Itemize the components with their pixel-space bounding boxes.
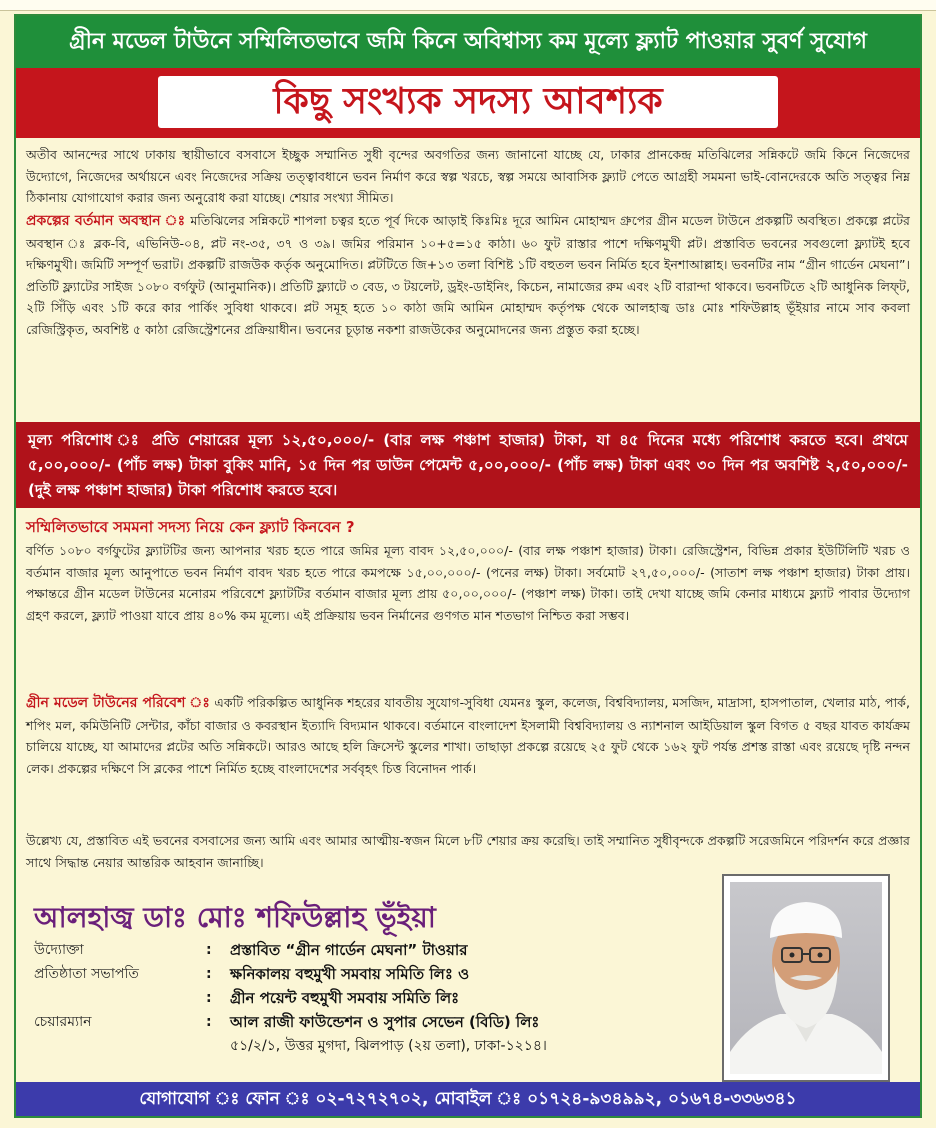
payment-text: মূল্য পরিশোধ ঃ প্রতি শেয়ারের মূল্য ১২,৫০,০০০/- (বার লক্ষ পঞ্চাশ হাজার) টাকা, যা ৪৫ দিনের মধ্যে পরিশোধ করতে হবে। প্রথমে ৫,০০,০০০/- (পাঁচ লক্ষ) টাকা বুকিং মানি, ১৫ দিন পর ডাউন পেমেন্ট ৫,০০,০০০/- (পাঁচ লক্ষ) টাকা এবং ৩০ দিন পর অবশিষ্ট ২,৫০,০০০/- (দুই লক্ষ পঞ্চাশ হাজার) টাকা পরিশোধ করতে হবে। <box>28 431 908 499</box>
role-colon: : <box>206 990 212 1006</box>
role-label: প্রতিষ্ঠাতা সভাপতি <box>34 966 139 982</box>
location-heading: প্রকল্পের বর্তমান অবস্থান ঃ <box>26 213 186 229</box>
intro-paragraph: অতীব আনন্দের সাথে ঢাকায় স্থায়ীভাবে বসবাসে ইচ্ছুক সম্মানিত সুধী বৃন্দের অবগতির জন্য জানানো যাচ্ছে যে, ঢাকার প্রানকেন্দ্র মতিঝিলের সন্নিকটে জমি কিনে নিজেদের উদ্যোগে, নিজেদের অর্থায়নে এবং নিজেদের সক্রিয় তত্ত্বাবধানে ভবন নির্মাণ করে স্বল্প খরচে, স্বল্প সময়ে আবাসিক ফ্ল্যাট পেতে আগ্রহী সমমনা ভাই-বোনদেরকে অতি সত্ত্বর নিম্ন ঠিকানায় যোগাযোগ করার জন্য অনুরোধ করা যাচ্ছে। শেয়ার সংখ্যা সীমিত। <box>26 147 910 205</box>
role-colon: : <box>206 1014 212 1030</box>
address-text: ৫১/২/১, উত্তর মুগদা, ঝিলপাড় (২য় তলা), ঢাকা-১২১৪। <box>230 1038 547 1054</box>
role-value: আল রাজী ফাউন্ডেশন ও সুপার সেভেন (বিডি) লিঃ <box>230 1013 540 1031</box>
environment-heading: গ্রীন মডেল টাউনের পরিবেশ ঃ <box>26 695 211 711</box>
why-paragraph: বর্ণিত ১০৮০ বর্গফুটের ফ্ল্যাটটির জন্য আপনার খরচ হতে পারে জমির মূল্য বাবদ ১২,৫০,০০০/- (বার লক্ষ পঞ্চাশ হাজার) টাকা। রেজিস্ট্রেশন, বিভিন্ন প্রকার ইউটিলিটি খরচ ও বর্তমান বাজার মূল্য আনুপাতে ভবন নির্মাণ বাবদ খরচ হতে পারে কমপক্ষে ১৫,০০,০০০/- (পনের লক্ষ) টাকা। সর্বমোট ২৭,৫০,০০০/- (সাতাশ লক্ষ পঞ্চাশ হাজার) টাকা প্রায়। পক্ষান্তরে গ্রীন মডেল টাউনের মনোরম পরিবেশে ফ্ল্যাটটির বর্তমান বাজার মূল্য প্রায় ৫০,০০,০০০/- (পঞ্চাশ লক্ষ) টাকা। তাই দেখা যাচ্ছে জমি কেনার মাধ্যমে ফ্ল্যাট পাবার উদ্যোগ গ্রহণ করলে, ফ্ল্যাট পাওয়া যাবে প্রায় ৪০% কম মূল্যে। এই প্রক্রিয়ায় ভবন নির্মানের গুণগত মান শতভাগ নিশ্চিত করা সম্ভব। <box>26 543 910 623</box>
location-paragraph <box>26 210 910 340</box>
payment-band <box>16 422 920 508</box>
note-paragraph: উল্লেখ্য যে, প্রস্তাবিত এই ভবনের বসবাসের জন্য আমি এবং আমার আত্মীয়-স্বজন মিলে ৮টি শেয়ার ক্রয় করেছি। তাই সম্মানিত সুধীবৃন্দকে প্রকল্পটি সরেজমিনে পরিদর্শন করে প্রজ্ঞার সাথে সিদ্ধান্ত নেয়ার আন্তরিক আহবান জানাচ্ছি। <box>26 833 910 870</box>
role-value: ক্ষনিকালয় বহুমুখী সমবায় সমিতি লিঃ ও <box>230 965 470 983</box>
environment-paragraph <box>26 692 910 779</box>
portrait-photo <box>730 882 882 1074</box>
headline-banner: গ্রীন মডেল টাউনে সম্মিলিতভাবে জমি কিনে অবিশ্বাস্য কম মূল্যে ফ্ল্যাট পাওয়ার সুবর্ণ সুযোগ <box>16 16 920 68</box>
signatory-name: আলহাজ্ব ডাঃ মোঃ শফিউল্লাহ ভূঁইয়া <box>34 901 436 934</box>
advertisement <box>14 14 922 1118</box>
role-label: চেয়ারম্যান <box>34 1014 92 1030</box>
role-value: গ্রীন পয়েন্ট বহুমুখী সমবায় সমিতি লিঃ <box>230 989 460 1007</box>
title-band <box>16 68 920 138</box>
page-title: কিছু সংখ্যক সদস্য আবশ্যক <box>158 76 778 128</box>
environment-text: একটি পরিকল্পিত আধুনিক শহরের যাবতীয় সুযোগ-সুবিধা যেমনঃ স্কুল, কলেজ, বিশ্ববিদ্যালয়, মসজিদ, মাদ্রাসা, হাসপাতাল, খেলার মাঠ, পার্ক, শপিং মল, কমিউনিটি সেন্টার, কাঁচা বাজার ও কবরস্থান ইত্যাদি বিদ্যমান থাকবে। বর্তমানে বাংলাদেশ ইসলামী বিশ্ববিদ্যালয় ও ন্যাশনাল আইডিয়াল স্কুল বিগত ৫ বছর যাবত কার্যক্রম চালিয়ে যাচ্ছে, যা আমাদের প্লটের অতি সন্নিকটে। আরও আছে হলি ক্রিসেন্ট স্কুলের শাখা। তাছাড়া প্রকল্পে রয়েছে ২৫ ফুট থেকে ১৬২ ফুট পর্যন্ত প্রশস্ত রাস্তা এবং রয়েছে দৃষ্টি নন্দন লেক। প্রকল্পের দক্ষিণে সি ব্লকের পাশে নির্মিত হচ্ছে বাংলাদেশের সর্ববৃহৎ চিত্ত বিনোদন পার্ক। <box>26 695 910 776</box>
location-text: মতিঝিলের সন্নিকটে শাপলা চত্বর হতে পূর্ব দিকে আড়াই কিঃমিঃ দূরে আমিন মোহাম্মদ গ্রুপের গ্রীন মডেল টাউনে প্রকল্পটি অবস্থিত। প্রকল্পে প্লটের অবস্থান ঃ ব্লক-বি, এভিনিউ-০৪, প্লট নং-৩৫, ৩৭ ও ৩৯। জমির পরিমান ১০+৫=১৫ কাঠা। ৬০ ফুট রাস্তার পাশে দক্ষিণমুখী প্লট। প্রস্তাবিত ভবনের সবগুলো ফ্ল্যাটই হবে দক্ষিণমুখী। জমিটি সম্পূর্ণ ভরাট। প্রকল্পটি রাজউক কর্তৃক অনুমোদিত। প্লটটিতে জি+১৩ তলা বিশিষ্ট ১টি বহুতল ভবন নির্মিত হবে ইনশাআল্লাহ। ভবনটির নাম “গ্রীন গার্ডেন মেঘনা”। প্রতিটি ফ্ল্যাটের সাইজ ১০৮০ বর্গফুট (আনুমানিক)। প্রতিটি ফ্ল্যাটে ৩ বেড, ৩ টয়লেট, ড্রইং-ডাইনিং, কিচেন, নামাজের রুম এবং ২টি বারান্দা থাকবে। ভবনটিতে ২টি আধুনিক লিফ্‌ট, ২টি সিঁড়ি এবং ১টি করে কার পার্কিং সুবিধা থাকবে। প্লট সমূহ হতে ১০ কাঠা জমি আমিন মোহাম্মদ কর্তৃপক্ষ থেকে আলহাজ্ব ডাঃ মোঃ শফিউল্লাহ ভূঁইয়ার নামে সাব কবলা রেজিস্ট্রিকৃত, অবশিষ্ট ৫ কাঠা রেজিস্ট্রেশনের প্রক্রিয়াধীন। ভবনের চূড়ান্ত নকশা রাজউকের অনুমোদনের জন্য প্রস্তুত করা হচ্ছে। <box>26 213 910 337</box>
role-value: প্রস্তাবিত “গ্রীন গার্ডেন মেঘনা” টাওয়ার <box>230 941 468 959</box>
role-colon: : <box>206 966 212 982</box>
portrait-illustration <box>730 882 882 1074</box>
top-clipped-line <box>0 0 936 11</box>
role-colon: : <box>206 942 212 958</box>
why-heading: সম্মিলিতভাবে সমমনা সদস্য নিয়ে কেন ফ্ল্যাট কিনবেন ? <box>26 518 355 536</box>
portrait-frame <box>722 874 890 1082</box>
role-label: উদ্যোক্তা <box>34 942 84 958</box>
contact-footer: যোগাযোগ ঃ ফোন ঃ ০২-৭২৭২৭০২, মোবাইল ঃ ০১৭২৪-৯৩৪৯৯২, ০১৬৭৪-৩৩৬৩৪১ <box>16 1082 920 1116</box>
